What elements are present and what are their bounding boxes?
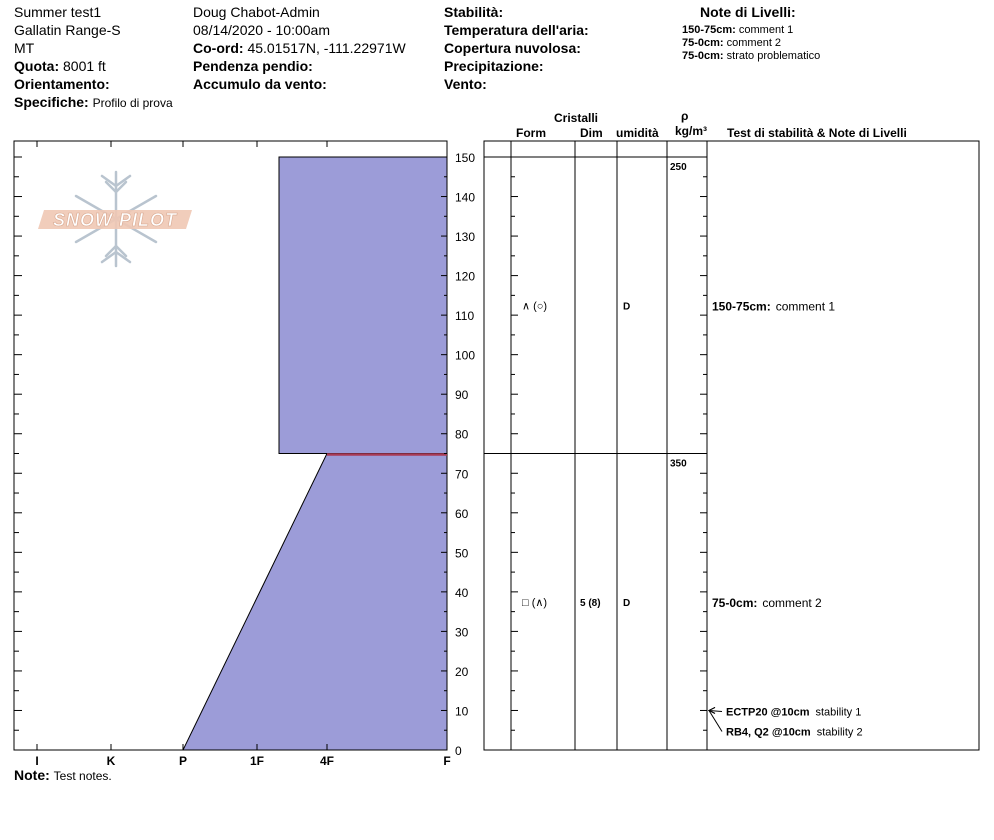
y-tick-label: 110 xyxy=(455,309,475,324)
form-header: Form xyxy=(516,126,546,140)
stability-test-note: stability 1 xyxy=(815,706,862,719)
rho-header: ρ xyxy=(681,109,689,123)
pendenza-label: Pendenza pendio: xyxy=(193,58,313,74)
observer: Doug Chabot-Admin xyxy=(193,4,320,20)
y-tick-label: 10 xyxy=(455,704,469,719)
specifiche-label: Specifiche: xyxy=(14,94,89,110)
vento-label: Vento: xyxy=(444,76,487,92)
specifiche-value: Profilo di prova xyxy=(92,96,173,110)
y-tick-label: 130 xyxy=(455,230,476,245)
precipitazione-label: Precipitazione: xyxy=(444,58,544,74)
x-tick-label: 1F xyxy=(249,754,265,768)
y-tick-label: 0 xyxy=(455,744,462,758)
datetime: 08/14/2020 - 10:00am xyxy=(193,22,330,38)
y-tick-label: 70 xyxy=(455,467,469,482)
layer-dim: 5 (8) xyxy=(580,597,601,609)
snowpilot-logo xyxy=(38,172,192,266)
umidita-header: umidità xyxy=(616,126,659,140)
layer-form: ∧ (○) xyxy=(522,300,548,313)
y-tick-label: 90 xyxy=(455,388,469,403)
stability-test-code: ECTP20 @10cm xyxy=(726,706,810,719)
layer-table-frame xyxy=(484,141,979,750)
x-tick-label: K xyxy=(106,754,116,768)
layer-wetness: D xyxy=(623,301,631,313)
layer-note-range: 75-0cm: xyxy=(712,595,758,610)
hardness-layer-2 xyxy=(183,454,447,751)
stability-header: Test di stabilità & Note di Livelli xyxy=(727,126,907,140)
footer-note-value: Test notes. xyxy=(53,769,112,783)
stability-test xyxy=(726,726,863,738)
y-tick-label: 100 xyxy=(455,348,476,363)
y-tick-label: 80 xyxy=(455,427,469,442)
range-name: Gallatin Range-S xyxy=(14,22,121,38)
layer-note-text: comment 1 xyxy=(738,24,794,36)
copertura-label: Copertura nuvolosa: xyxy=(444,40,581,56)
y-tick-label: 60 xyxy=(455,506,469,521)
footer-note xyxy=(14,767,112,784)
layer-note-range: 150-75cm: xyxy=(712,299,771,314)
layer-note-text: comment 2 xyxy=(726,37,782,49)
orientamento-label: Orientamento: xyxy=(14,76,110,92)
coord-value: 45.01517N, -111.22971W xyxy=(247,40,406,56)
layer-wetness: D xyxy=(623,597,631,609)
y-tick-label: 20 xyxy=(455,664,469,679)
stabilita-label: Stabilità: xyxy=(444,4,504,20)
layer-note xyxy=(712,596,822,610)
x-tick-label: F xyxy=(443,754,451,768)
dim-header: Dim xyxy=(580,126,603,140)
x-tick-label: I xyxy=(35,754,39,768)
layer-form: □ (∧) xyxy=(522,596,548,609)
layer-note-text: comment 1 xyxy=(775,299,836,314)
y-tick-label: 120 xyxy=(455,269,476,284)
hardness-layer-1 xyxy=(279,157,447,454)
layer-note-range: 75-0cm: xyxy=(682,50,724,62)
layer-note-text: strato problematico xyxy=(726,50,821,62)
y-tick-label: 50 xyxy=(455,546,469,561)
temperatura-label: Temperatura dell'aria: xyxy=(444,22,589,38)
y-tick-label: 150 xyxy=(455,151,476,165)
logo-text: SNOW PILOT xyxy=(53,210,177,230)
footer-note-label: Note: xyxy=(14,767,50,783)
profile-name: Summer test1 xyxy=(14,4,102,20)
layer-note-range: 150-75cm: xyxy=(682,24,736,36)
x-tick-label: 4F xyxy=(319,754,335,768)
y-tick-label: 40 xyxy=(455,585,469,600)
quota-label: Quota: xyxy=(14,58,60,74)
notes-title: Note di Livelli: xyxy=(700,4,796,20)
cristalli-header: Cristalli xyxy=(554,111,599,125)
layer-density: 350 xyxy=(670,458,687,470)
accumulo-label: Accumulo da vento: xyxy=(193,76,327,92)
coord-label: Co-ord: xyxy=(193,40,244,56)
stability-test xyxy=(726,706,861,718)
quota-value: 8001 ft xyxy=(63,58,106,74)
stability-test-code: RB4, Q2 @10cm xyxy=(726,726,811,739)
layer-note-range: 75-0cm: xyxy=(682,37,724,49)
stability-test-note: stability 2 xyxy=(816,726,863,739)
stability-leader-line xyxy=(709,710,722,731)
density-unit-header: kg/m³ xyxy=(675,124,708,138)
state-name: MT xyxy=(14,40,35,56)
y-tick-label: 140 xyxy=(455,190,476,205)
layer-note-text: comment 2 xyxy=(762,595,822,610)
x-tick-label: P xyxy=(178,754,188,768)
layer-density: 250 xyxy=(670,162,687,173)
layer-note xyxy=(712,299,835,313)
y-tick-label: 30 xyxy=(455,625,469,640)
